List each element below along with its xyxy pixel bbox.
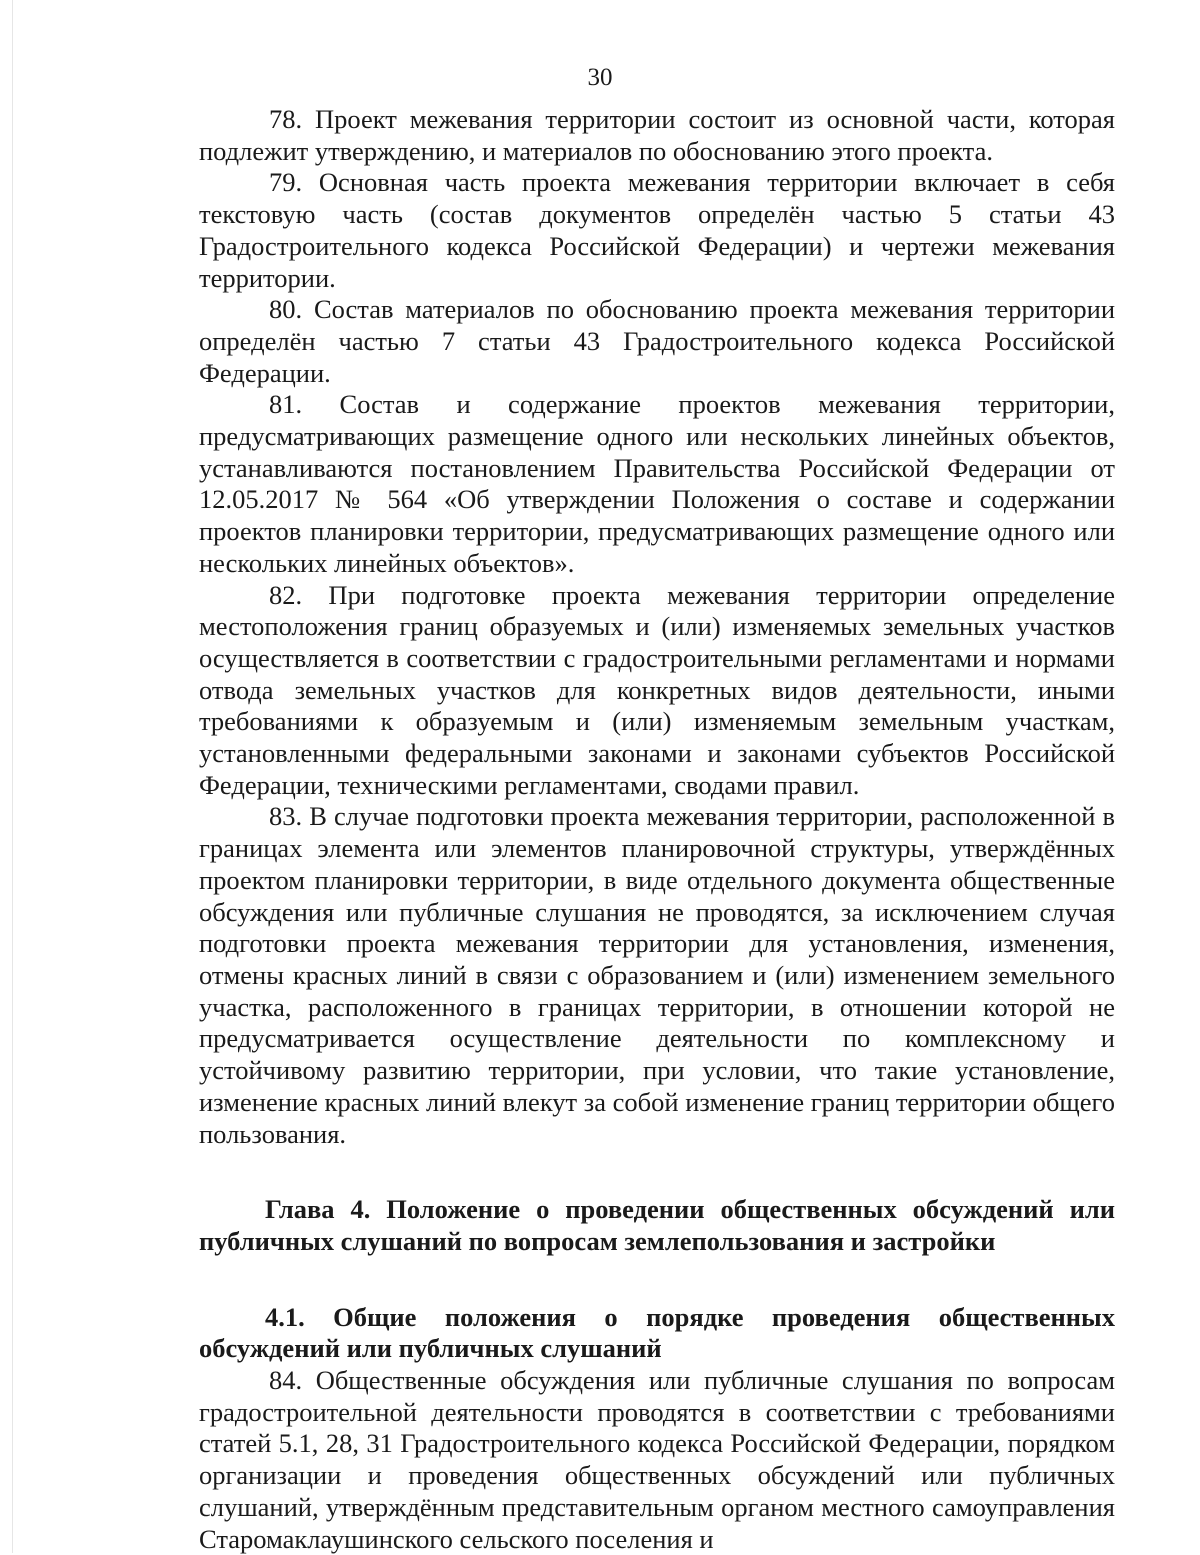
paragraph-83: 83. В случае подготовки проекта межевания территории, расположенной в границах элемента или элементов планировочной структуры, утверждённых проектом планировки территории, в виде отдельного документа общественные обсуждения или публичные слушания не проводятся, за исключением случая подготовки проекта межевания территории для установления, изменения, отмены красных линий в связи с образованием и (или) изменением земельного участка, расположенного в границах территории, в отношении которой не предусматривается осуществление деятельности по комплексному и устойчивому развитию территории, при условии, что такие установление, изменение красных линий влекут за собой изменение границ территории общего пользования. <box>199 801 1115 1149</box>
chapter-heading: Глава 4. Положение о проведении общественных обсуждений или публичных слушаний по вопросам землепользования и застройки <box>199 1194 1115 1256</box>
paragraph-82: 82. При подготовке проекта межевания территории определение местоположения границ образуемых и (или) изменяемых земельных участков осуществляется в соответствии с градостроительными регламентами и нормами отвода земельных участков для конкретных видов деятельности, иными требованиями к образуемым и (или) изменяемым земельным участкам, установленными федеральными законами и законами субъектов Российской Федерации, техническими регламентами, сводами правил. <box>199 579 1115 800</box>
paragraph-80: 80. Состав материалов по обоснованию проекта межевания территории определён частью 7 статьи 43 Градостроительного кодекса Российской Федерации. <box>199 294 1115 388</box>
scan-edge-line <box>12 0 13 1553</box>
document-body <box>199 104 1115 1555</box>
paragraph-79: 79. Основная часть проекта межевания территории включает в себя текстовую часть (состав документов определён частью 5 статьи 43 Градостроительного кодекса Российской Федерации) и чертежи межевания территории. <box>199 167 1115 293</box>
paragraph-78: 78. Проект межевания территории состоит из основной части, которая подлежит утверждению, и материалов по обоснованию этого проекта. <box>199 104 1115 166</box>
section-heading: 4.1. Общие положения о порядке проведения общественных обсуждений или публичных слушаний <box>199 1301 1115 1364</box>
paragraph-84: 84. Общественные обсуждения или публичные слушания по вопросам градостроительной деятельности проводятся в соответствии с требованиями статей 5.1, 28, 31 Градостроительного кодекса Российской Федерации, порядком организации и проведения общественных обсуждений или публичных слушаний, утверждённым представительным органом местного самоуправления Старомаклаушинского сельского поселения и <box>199 1365 1115 1554</box>
page-number: 30 <box>587 64 613 91</box>
paragraph-81: 81. Состав и содержание проектов межевания территории, предусматривающих размещение одного или нескольких линейных объектов, устанавливаются постановлением Правительства Российской Федерации от 12.05.2017 № 564 «Об утверждении Положения о составе и содержании проектов планировки территории, предусматривающих размещение одного или нескольких линейных объектов». <box>199 389 1115 578</box>
